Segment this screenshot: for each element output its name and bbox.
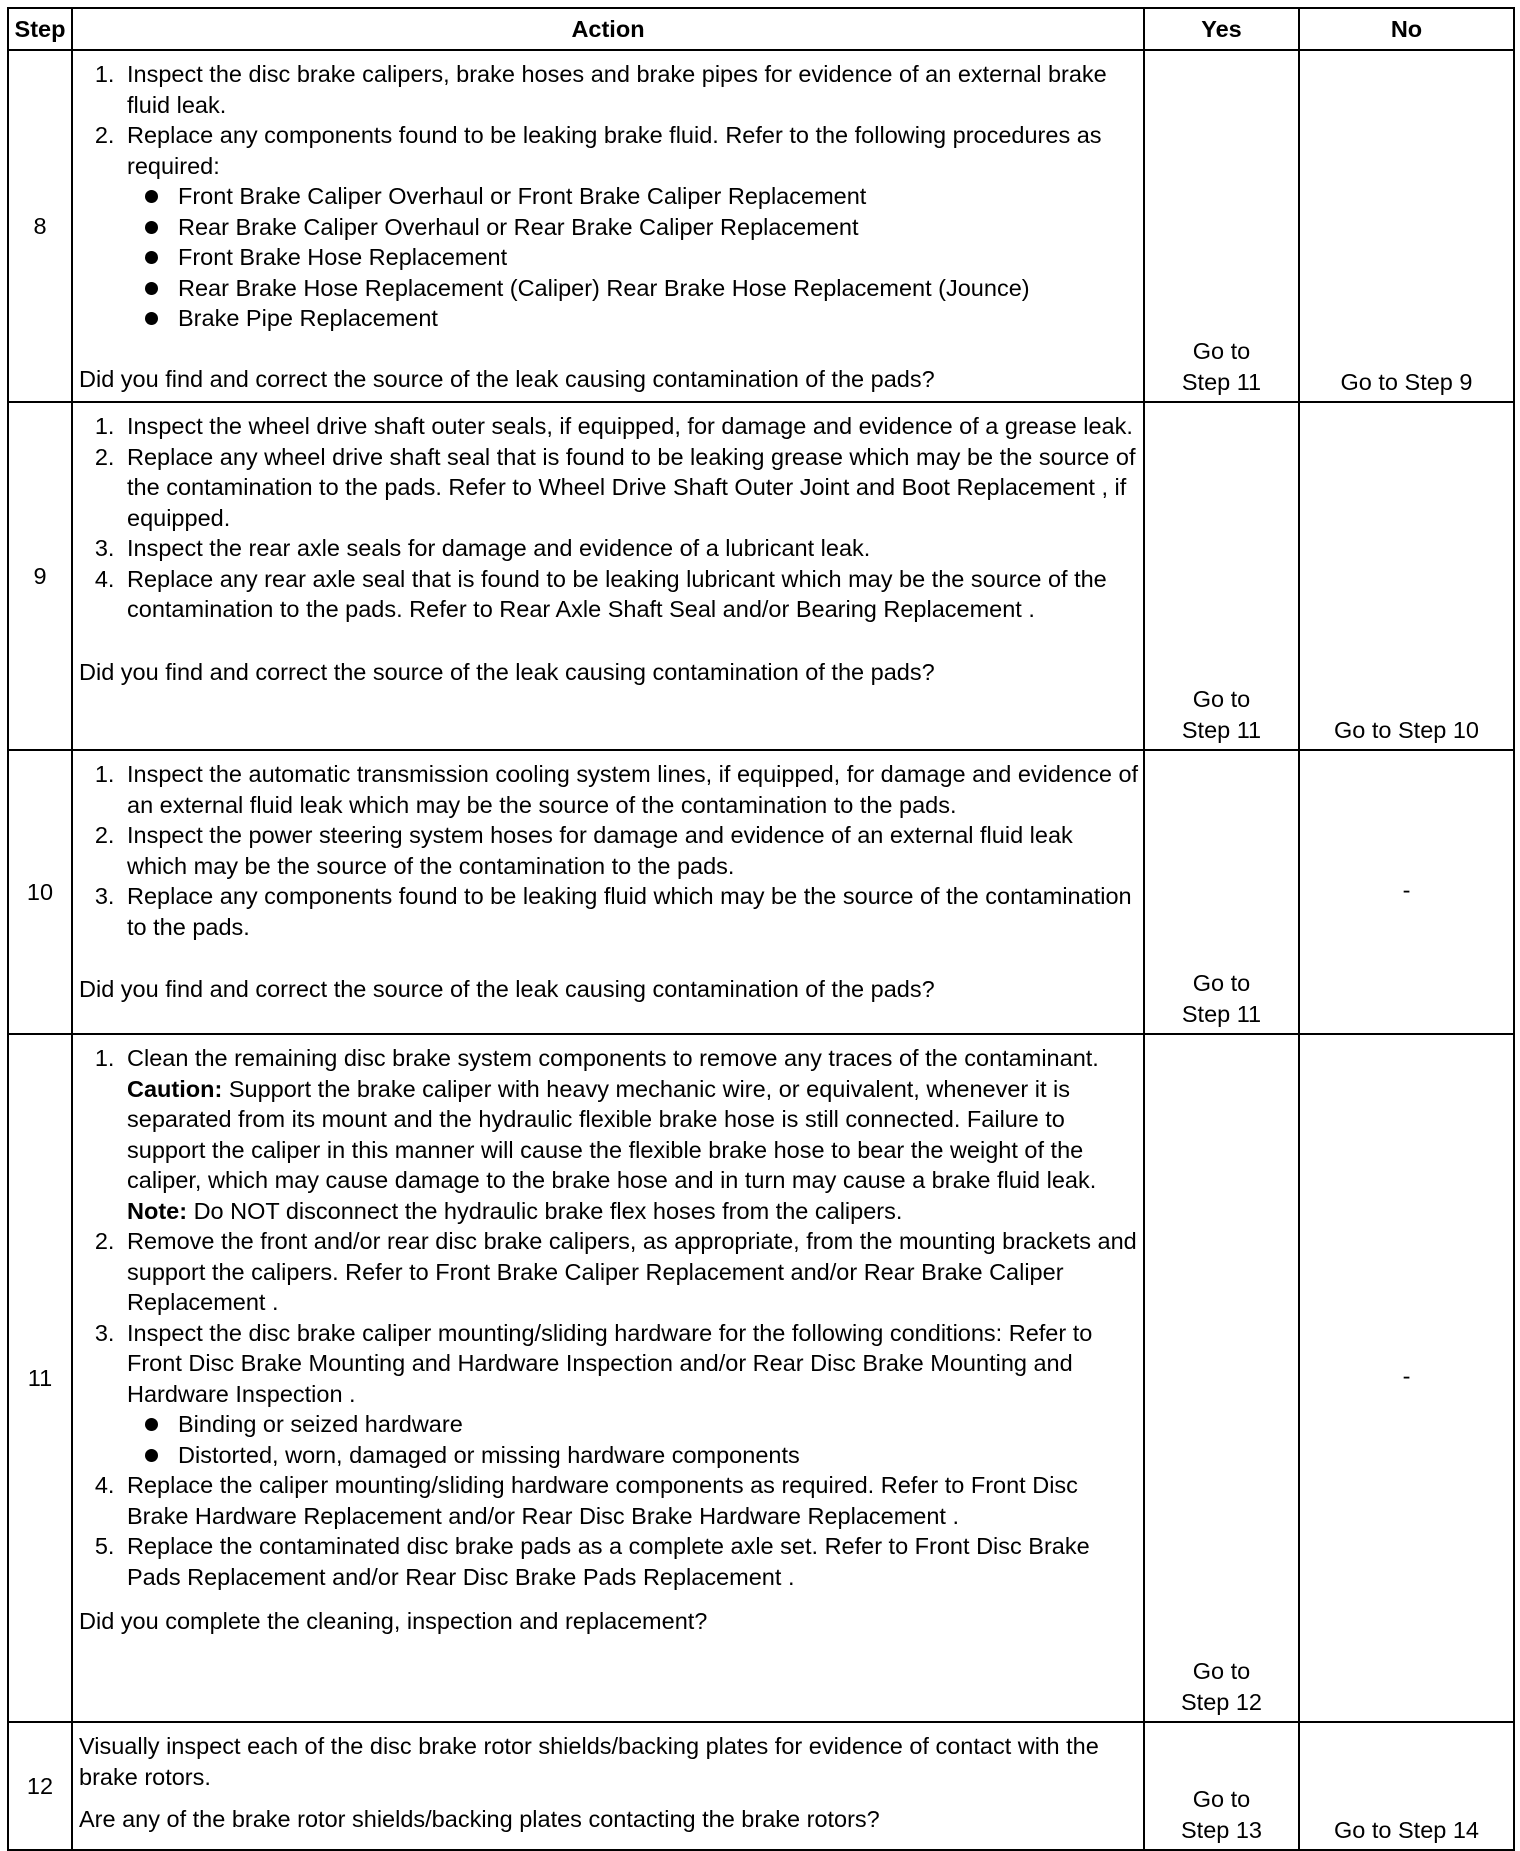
yes-line: Go to xyxy=(1192,970,1251,996)
list-item-text: Replace any components found to be leaking brake fluid. Refer to the following procedures as required: xyxy=(127,122,1102,179)
table-row xyxy=(8,1722,1514,1850)
bullet-item: Rear Brake Hose Replacement (Caliper) Rear Brake Hose Replacement (Jounce) xyxy=(127,273,1139,304)
table-row xyxy=(8,1034,1514,1722)
step-number: 8 xyxy=(8,50,72,402)
yes-line: Step 13 xyxy=(1180,1816,1262,1843)
yes-cell xyxy=(1144,1722,1299,1850)
action-cell xyxy=(72,1034,1144,1722)
question-text: Did you find and correct the source of the leak causing contamination of the pads? xyxy=(79,365,935,392)
list-item xyxy=(121,120,1139,334)
header-step: Step xyxy=(8,8,72,50)
bullet-item: Front Brake Hose Replacement xyxy=(127,242,1139,273)
header-action: Action xyxy=(72,8,1144,50)
question-text: Are any of the brake rotor shields/backing plates contacting the brake rotors? xyxy=(79,1806,880,1832)
note-label: Note: xyxy=(127,1197,188,1224)
question-text: Did you complete the cleaning, inspection and replacement? xyxy=(79,1608,708,1634)
list-item: 4. Replace any rear axle seal that is found to be leaking lubricant which may be the source of the contamination to the pads. Refer to Rear Axle Shaft Seal and/or Bearing Replacement . xyxy=(121,564,1139,625)
step-number: 11 xyxy=(8,1034,72,1722)
action-cell xyxy=(72,1722,1144,1850)
yes-line: Step 11 xyxy=(1181,1000,1262,1027)
list-item xyxy=(121,1043,1139,1226)
yes-line: Go to xyxy=(1192,1786,1251,1812)
list-item: 1. Inspect the automatic transmission cooling system lines, if equipped, for damage and evidence of an external fluid leak which may be the source of the contamination to the pads. xyxy=(121,759,1139,820)
no-cell: Go to Step 14 xyxy=(1299,1722,1514,1850)
list-item: 4. Replace the caliper mounting/sliding hardware components as required. Refer to Front Disc Brake Hardware Replacement and/or Rear Disc Brake Hardware Replacement . xyxy=(121,1470,1139,1531)
yes-line: Step 11 xyxy=(1181,368,1262,395)
list-item: 3. Inspect the rear axle seals for damage and evidence of a lubricant leak. xyxy=(121,533,1139,564)
step-number: 10 xyxy=(8,750,72,1034)
list-item-text: 1. Clean the remaining disc brake system components to remove any traces of the contaminant. xyxy=(127,1045,1099,1071)
list-item: 1. Inspect the wheel drive shaft outer seals, if equipped, for damage and evidence of a grease leak. xyxy=(121,411,1139,442)
list-item: 5. Replace the contaminated disc brake pads as a complete axle set. Refer to Front Disc Brake Pads Replacement and/or Rear Disc Brake Pads Replacement . xyxy=(121,1531,1139,1592)
caution-text xyxy=(127,1074,1139,1196)
list-item: 2. Inspect the power steering system hoses for damage and evidence of an external fluid leak which may be the source of the contamination to the pads. xyxy=(121,820,1139,881)
table-row xyxy=(8,50,1514,402)
no-cell: Go to Step 9 xyxy=(1299,50,1514,402)
note-body: Do NOT disconnect the hydraulic brake flex hoses from the calipers. xyxy=(187,1197,903,1224)
yes-line: Go to xyxy=(1192,686,1251,712)
header-row xyxy=(8,8,1514,50)
caution-body: Support the brake caliper with heavy mechanic wire, or equivalent, whenever it is separated from its mount and the hydraulic flexible brake hose is still connected. Failure to support the caliper in this manner will cause the flexible brake hose to bear the weight of the caliper, which may cause damage to the brake hose and in turn may cause a brake fluid leak. xyxy=(127,1075,1097,1193)
table-row xyxy=(8,402,1514,750)
action-text: Visually inspect each of the disc brake rotor shields/backing plates for evidence of contact with the brake rotors. xyxy=(79,1733,1099,1790)
procedure-list xyxy=(79,759,1139,942)
list-item: 2. Replace any wheel drive shaft seal that is found to be leaking grease which may be the source of the contamination to the pads. Refer to Wheel Drive Shaft Outer Joint and Boot Replacement , if equipped. xyxy=(121,442,1139,534)
question-text: Did you find and correct the source of the leak causing contamination of the pads? xyxy=(79,976,935,1002)
bullet-list xyxy=(127,1409,1139,1470)
procedure-list xyxy=(79,1043,1139,1592)
bullet-item: Front Brake Caliper Overhaul or Front Brake Caliper Replacement xyxy=(127,181,1139,212)
yes-cell xyxy=(1144,750,1299,1034)
yes-line: Go to xyxy=(1192,338,1251,364)
bullet-item: Brake Pipe Replacement xyxy=(127,303,1139,334)
no-cell: - xyxy=(1299,1034,1514,1722)
list-item: 1. Inspect the disc brake calipers, brake hoses and brake pipes for evidence of an external brake fluid leak. xyxy=(121,59,1139,120)
action-cell xyxy=(72,402,1144,750)
procedure-list xyxy=(79,59,1139,334)
yes-cell xyxy=(1144,402,1299,750)
header-yes: Yes xyxy=(1144,8,1299,50)
action-cell xyxy=(72,50,1144,402)
yes-cell xyxy=(1144,50,1299,402)
step-number: 9 xyxy=(8,402,72,750)
list-item: 3. Replace any components found to be leaking fluid which may be the source of the contamination to the pads. xyxy=(121,881,1139,942)
bullet-list xyxy=(127,181,1139,334)
table-row xyxy=(8,750,1514,1034)
no-cell: Go to Step 10 xyxy=(1299,402,1514,750)
yes-line: Step 11 xyxy=(1181,716,1262,743)
note-text xyxy=(127,1196,1139,1227)
caution-label: Caution: xyxy=(127,1075,223,1102)
header-no: No xyxy=(1299,8,1514,50)
step-number: 12 xyxy=(8,1722,72,1850)
list-item xyxy=(121,1318,1139,1471)
question-text: Did you find and correct the source of the leak causing contamination of the pads? xyxy=(79,658,935,685)
yes-line: Step 12 xyxy=(1180,1688,1262,1715)
list-item: 2. Remove the front and/or rear disc brake calipers, as appropriate, from the mounting brackets and support the calipers. Refer to Front Brake Caliper Replacement and/or Rear Brake Caliper Replacement . xyxy=(121,1226,1139,1318)
procedure-list xyxy=(79,411,1139,625)
no-cell: - xyxy=(1299,750,1514,1034)
yes-line: Go to xyxy=(1192,1658,1251,1684)
bullet-item: Distorted, worn, damaged or missing hardware components xyxy=(127,1440,1139,1471)
bullet-item: Rear Brake Caliper Overhaul or Rear Brake Caliper Replacement xyxy=(127,212,1139,243)
action-cell xyxy=(72,750,1144,1034)
bullet-item: Binding or seized hardware xyxy=(127,1409,1139,1440)
yes-cell xyxy=(1144,1034,1299,1722)
diagnostic-table xyxy=(7,7,1515,1851)
list-item-text: Inspect the disc brake caliper mounting/sliding hardware for the following conditions: Refer to Front Disc Brake Mounting and Hardware Inspection and/or Rear Disc Brake Mounting and Hardware Inspection . xyxy=(127,1319,1093,1407)
